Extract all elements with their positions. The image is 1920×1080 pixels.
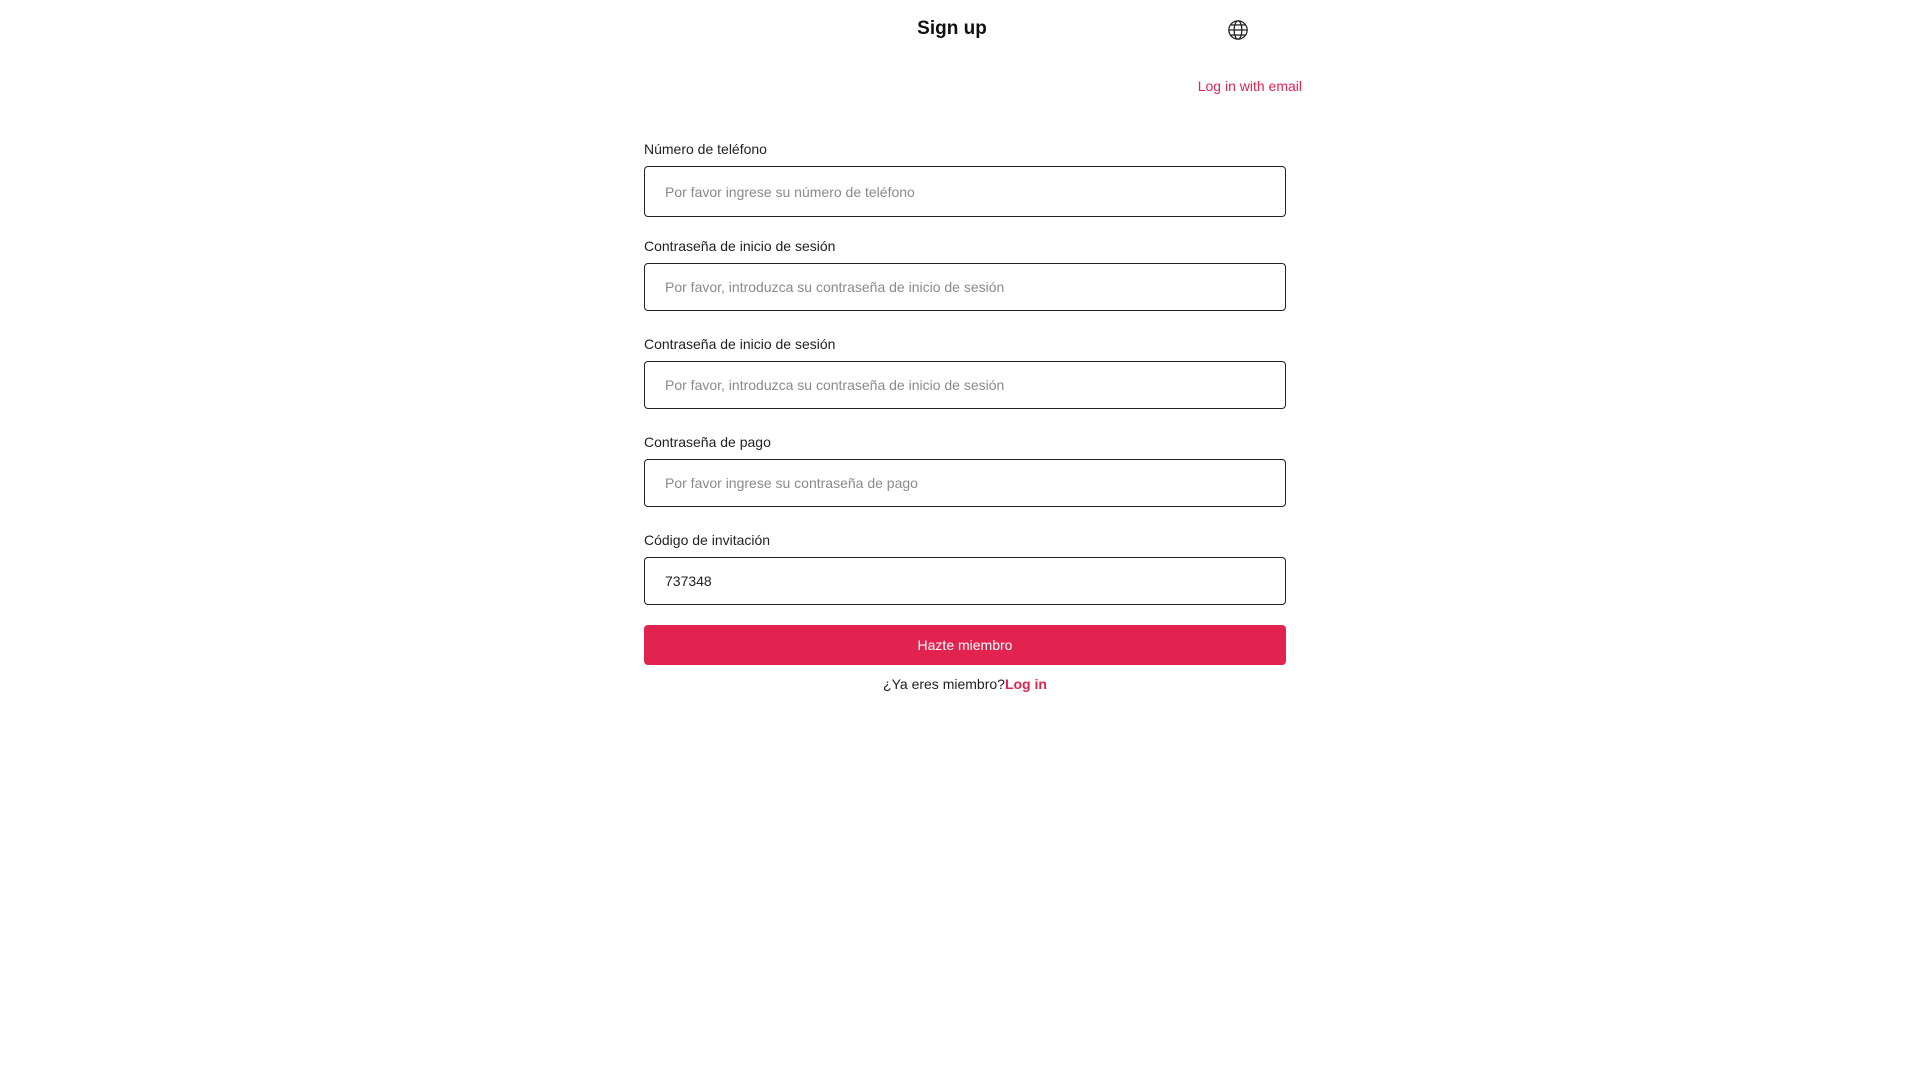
confirm-password-label: Contraseña de inicio de sesión — [644, 336, 836, 352]
login-with-email-link[interactable]: Log in with email — [1197, 78, 1302, 94]
page-title: Sign up — [917, 18, 987, 39]
header — [0, 0, 1920, 58]
language-button[interactable] — [1225, 17, 1251, 43]
confirm-password-input[interactable] — [644, 361, 1286, 409]
already-member-row — [883, 676, 1047, 692]
login-password-label: Contraseña de inicio de sesión — [644, 238, 836, 254]
login-link[interactable]: Log in — [1004, 676, 1047, 692]
login-password-input[interactable] — [644, 263, 1286, 311]
become-member-button[interactable]: Hazte miembro — [644, 625, 1286, 665]
invitation-code-label: Código de invitación — [644, 532, 771, 548]
globe-icon — [1227, 19, 1249, 41]
phone-input[interactable] — [644, 166, 1286, 217]
payment-password-label: Contraseña de pago — [644, 434, 771, 450]
phone-label: Número de teléfono — [644, 141, 767, 157]
signup-form — [644, 140, 1286, 665]
invitation-code-input[interactable] — [644, 557, 1286, 605]
already-member-text: ¿Ya eres miembro? — [883, 676, 1005, 692]
payment-password-input[interactable] — [644, 459, 1286, 507]
